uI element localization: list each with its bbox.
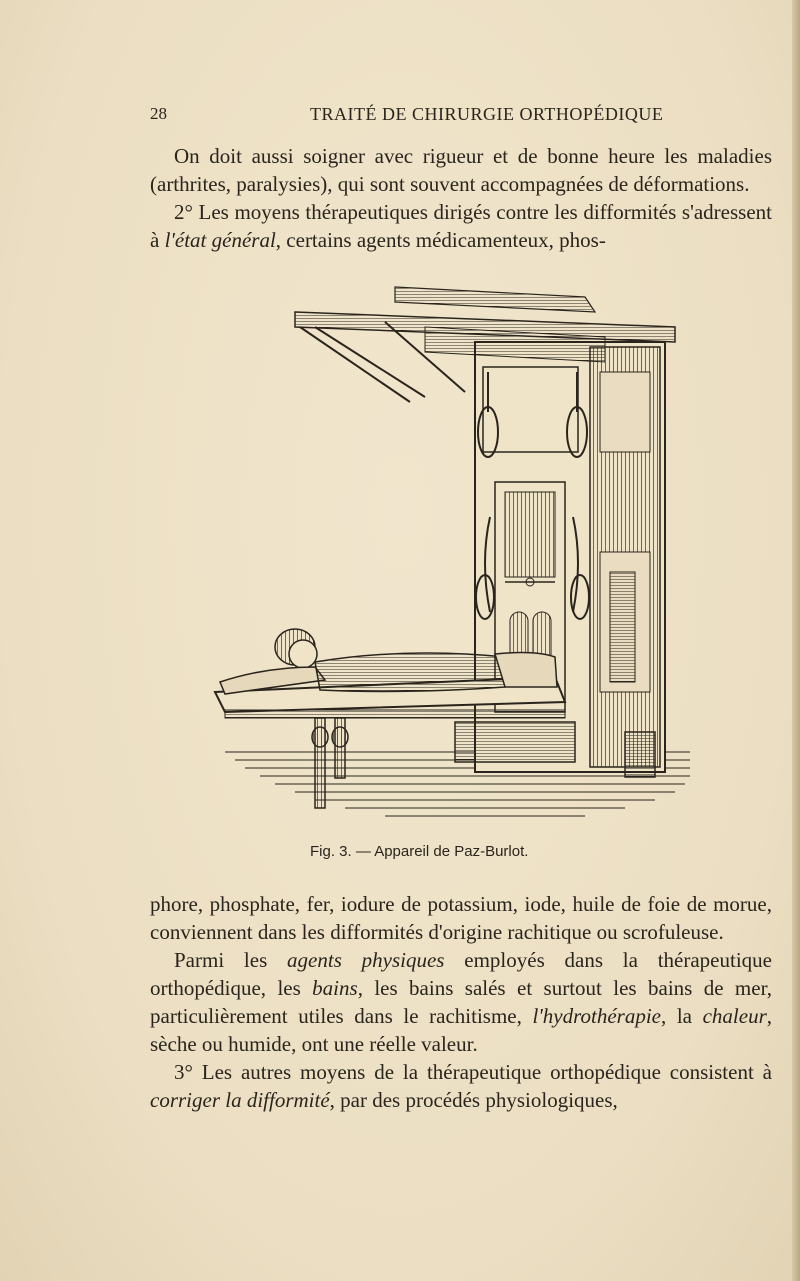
p4-part-e: , sèche ou humide, ont une réelle valeur.	[150, 1004, 772, 1056]
p5-part-a: 3° Les autres moyens de la thérapeutique orthopédique consistent à	[174, 1060, 772, 1084]
p4-part-d: , la	[660, 1004, 703, 1028]
page-edge	[792, 0, 800, 1281]
page-header	[150, 104, 770, 134]
text-block-top	[150, 142, 772, 254]
paragraph-5	[150, 1058, 772, 1114]
p4-part-a: Parmi les	[174, 948, 288, 972]
emphasis-chaleur: chaleur	[702, 1004, 767, 1028]
page-number: 28	[150, 104, 167, 123]
running-title: TRAITÉ DE CHIRURGIE ORTHOPÉDIQUE	[310, 104, 664, 124]
paragraph-2-start: 2° Les moyens thérapeutiques dirigés contre les difformités s'adressent à	[150, 200, 772, 252]
emphasis-etat-general: l'état général	[164, 228, 276, 252]
paragraph-4	[150, 946, 772, 1058]
paragraph-2	[150, 198, 772, 254]
paz-burlot-apparatus-engraving	[205, 282, 695, 832]
emphasis-agents-physiques: agents physiques	[287, 948, 445, 972]
emphasis-corriger-la-difformite: corriger la difformité	[150, 1088, 330, 1112]
emphasis-bains: bains	[312, 976, 358, 1000]
text-block-bottom	[150, 890, 772, 1114]
paragraph-2-end: , certains agents médicamenteux, phos-	[275, 228, 606, 252]
p5-part-b: , par des procédés physiologiques,	[329, 1088, 618, 1112]
paragraph-3: phore, phosphate, fer, iodure de potassium, iode, huile de foie de morue, conviennent dans les difformités d'origine rachitique ou scrofuleuse.	[150, 892, 772, 944]
paragraph-1: On doit aussi soigner avec rigueur et de bonne heure les maladies (arthrites, paralysies), qui sont souvent accompagnées de déformations.	[150, 144, 772, 196]
p4-part-b: employés dans la thérapeutique orthopédique, les	[150, 948, 772, 1000]
p4-part-c: , les bains salés et surtout les bains de mer, particulièrement utiles dans le rachitisme,	[150, 976, 772, 1028]
figure-caption: Fig. 3. — Appareil de Paz-Burlot.	[310, 843, 529, 860]
emphasis-hydrotherapie: l'hydrothérapie	[532, 1004, 661, 1028]
figure-illustration	[205, 282, 695, 832]
